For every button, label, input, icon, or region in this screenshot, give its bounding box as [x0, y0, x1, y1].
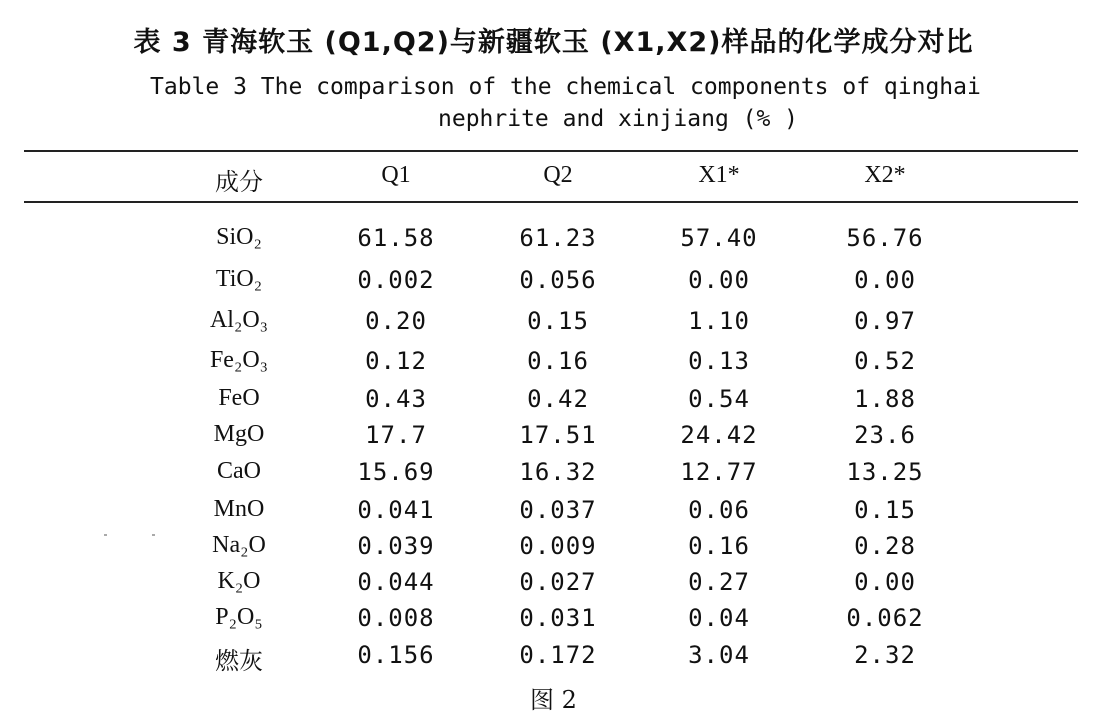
cell-component: 燃灰 — [215, 649, 263, 675]
cell-q1: 0.039 — [357, 532, 435, 560]
cell-x2: 0.97 — [854, 307, 916, 335]
cell-x1: 0.54 — [688, 385, 750, 413]
table-row — [0, 532, 1107, 566]
cell-x2: 0.00 — [854, 266, 916, 294]
table-row — [0, 641, 1107, 675]
cell-q1: 0.43 — [365, 385, 427, 413]
cell-x1: 12.77 — [680, 458, 758, 486]
table-title-chinese: 表 3 青海软玉 (Q1,Q2)与新疆软玉 (X1,X2)样品的化学成分对比 — [133, 27, 974, 58]
scan-speck — [152, 534, 155, 536]
header-q1: Q1 — [381, 162, 411, 188]
header-component: 成分 — [215, 170, 263, 196]
table-row — [0, 421, 1107, 455]
cell-x1: 0.00 — [688, 266, 750, 294]
cell-q2: 0.056 — [519, 266, 597, 294]
cell-component: FeO — [218, 385, 260, 411]
table-row — [0, 266, 1107, 300]
header-x1: X1* — [698, 162, 740, 188]
cell-component: MgO — [213, 421, 265, 447]
cell-q1: 0.002 — [357, 266, 435, 294]
cell-component: TiO₂ — [215, 266, 263, 292]
cell-component: SiO₂ — [216, 224, 262, 250]
cell-x1: 0.27 — [688, 568, 750, 596]
header-q2: Q2 — [543, 162, 573, 188]
cell-x1: 0.13 — [688, 347, 750, 375]
cell-x2: 0.062 — [846, 604, 924, 632]
cell-q2: 16.32 — [519, 458, 597, 486]
cell-q1: 0.008 — [357, 604, 435, 632]
cell-x2: 1.88 — [854, 385, 916, 413]
cell-q2: 0.172 — [519, 641, 597, 669]
cell-q1: 0.044 — [357, 568, 435, 596]
cell-q1: 0.156 — [357, 641, 435, 669]
cell-component: Al₂O₃ — [209, 307, 269, 333]
table-row — [0, 347, 1107, 381]
cell-component: K₂O — [217, 568, 261, 594]
cell-q1: 0.041 — [357, 496, 435, 524]
cell-q2: 0.15 — [527, 307, 589, 335]
table-row — [0, 385, 1107, 419]
table-row — [0, 307, 1107, 341]
cell-q2: 0.42 — [527, 385, 589, 413]
cell-q1: 0.20 — [365, 307, 427, 335]
cell-component: MnO — [213, 496, 265, 522]
cell-x1: 0.16 — [688, 532, 750, 560]
table-row — [0, 604, 1107, 638]
cell-x2: 0.00 — [854, 568, 916, 596]
cell-x1: 0.04 — [688, 604, 750, 632]
cell-x1: 0.06 — [688, 496, 750, 524]
cell-q2: 61.23 — [519, 224, 597, 252]
header-x2: X2* — [864, 162, 906, 188]
cell-q2: 0.009 — [519, 532, 597, 560]
cell-component: Na₂O — [212, 532, 266, 558]
table-row — [0, 224, 1107, 258]
cell-q2: 0.037 — [519, 496, 597, 524]
title-english-line-2: nephrite and xinjiang (% ) — [438, 106, 799, 132]
table-row — [0, 458, 1107, 492]
cell-x1: 3.04 — [688, 641, 750, 669]
cell-x1: 57.40 — [680, 224, 758, 252]
cell-x1: 1.10 — [688, 307, 750, 335]
table-row — [0, 568, 1107, 602]
cell-q1: 0.12 — [365, 347, 427, 375]
cell-q1: 15.69 — [357, 458, 435, 486]
cell-q2: 0.16 — [527, 347, 589, 375]
cell-x2: 0.28 — [854, 532, 916, 560]
table-header-rule — [24, 201, 1078, 203]
cell-component: CaO — [217, 458, 261, 484]
cell-x2: 23.6 — [854, 421, 916, 449]
cell-q2: 0.031 — [519, 604, 597, 632]
cell-x2: 56.76 — [846, 224, 924, 252]
cell-x2: 13.25 — [846, 458, 924, 486]
cell-component: P₂O₅ — [215, 604, 263, 630]
cell-x2: 0.52 — [854, 347, 916, 375]
cell-q1: 17.7 — [365, 421, 427, 449]
figure-label: 图 2 — [530, 686, 577, 714]
table-top-rule — [24, 150, 1078, 152]
cell-q2: 17.51 — [519, 421, 597, 449]
cell-x2: 0.15 — [854, 496, 916, 524]
cell-q1: 61.58 — [357, 224, 435, 252]
table-row — [0, 496, 1107, 530]
scan-speck — [104, 534, 107, 536]
title-english-line-1: Table 3 The comparison of the chemical components of qinghai — [150, 74, 981, 100]
cell-component: Fe₂O₃ — [209, 347, 269, 373]
cell-q2: 0.027 — [519, 568, 597, 596]
cell-x2: 2.32 — [854, 641, 916, 669]
cell-x1: 24.42 — [680, 421, 758, 449]
